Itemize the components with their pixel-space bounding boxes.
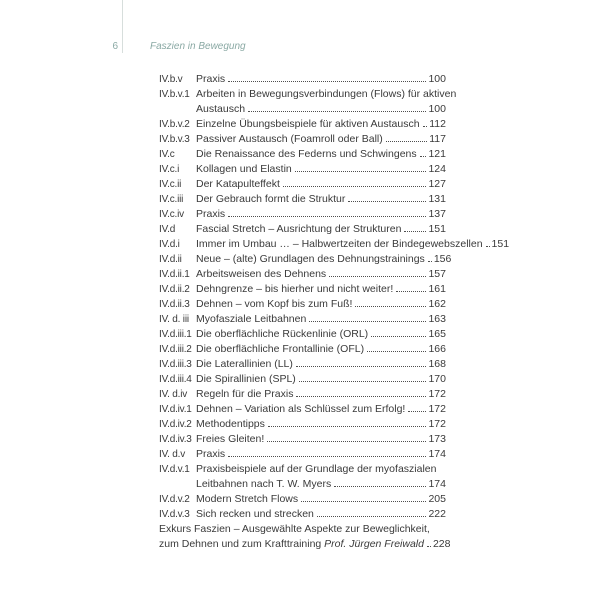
toc-entry-title: Der Katapulteffekt [196, 178, 280, 190]
toc-entry-code: IV.d.iv.1 [159, 404, 192, 415]
toc-entry-author: Prof. Jürgen Freiwald [324, 538, 424, 550]
toc-entry-code: IV.d.ii.2 [159, 284, 190, 295]
toc-row [159, 520, 446, 535]
toc-entry-title: Leitbahnen nach T. W. Myers [196, 478, 332, 490]
toc-entry-page-number: 117 [429, 133, 446, 145]
toc-row [159, 355, 446, 370]
toc-entry-page-number: 165 [428, 328, 446, 340]
dot-leader [428, 261, 432, 262]
toc-row [159, 370, 446, 385]
toc-row [159, 415, 446, 430]
dot-leader [329, 276, 426, 277]
toc-entry-code: IV.d.iii.1 [159, 329, 192, 340]
toc-entry-code: IV.d.ii [159, 254, 182, 265]
toc-row [159, 175, 446, 190]
toc-entry-code: IV.d.iv.2 [159, 419, 192, 430]
toc-entry-title: Regeln für die Praxis [196, 388, 294, 400]
toc-entry-code: IV.c.ii [159, 179, 182, 190]
toc-entry-page-number: 168 [428, 358, 446, 370]
toc-entry-code: IV.d.v.3 [159, 509, 190, 520]
toc-entry-title: Praxis [196, 448, 226, 460]
toc-entry-title: Einzelne Übungsbeispiele für aktiven Austausch [196, 118, 420, 130]
toc-entry-code: IV. d.v [159, 449, 186, 460]
toc-entry-title: Arbeitsweisen des Dehnens [196, 268, 327, 280]
toc-entry-code: IV.d.ii.1 [159, 269, 190, 280]
toc-entry-title: Die oberflächliche Frontallinie (OFL) [196, 343, 365, 355]
toc-entry-page-number: 162 [428, 298, 446, 310]
toc-entry-page-number: 174 [428, 448, 446, 460]
toc-entry-code: IV.b.v.2 [159, 119, 190, 130]
toc-entry-page-number: 157 [428, 268, 446, 280]
dot-leader [228, 216, 426, 217]
toc-entry-title: Methodentipps [196, 418, 265, 430]
toc-entry-title: Exkurs Faszien – Ausgewählte Aspekte zur Beweglichkeit, [159, 523, 430, 535]
toc-row [159, 325, 446, 340]
dot-leader [355, 306, 426, 307]
toc-entry-code: IV.b.v.3 [159, 134, 190, 145]
toc-entry-page-number: 170 [428, 373, 446, 385]
toc-row [159, 235, 510, 250]
toc-row [159, 160, 446, 175]
toc-entry-code: IV.b.v [159, 74, 183, 85]
dot-leader [296, 366, 427, 367]
dot-leader [295, 171, 427, 172]
toc-entry-title: Sich recken und strecken [196, 508, 314, 520]
dot-leader [317, 516, 427, 517]
toc-entry-title: Praxis [196, 73, 226, 85]
toc-row [159, 445, 446, 460]
dot-leader [299, 381, 427, 382]
dot-leader [423, 126, 428, 127]
toc-entry-page-number: 124 [428, 163, 446, 175]
toc-entry-page-number: 137 [428, 208, 446, 220]
toc-entry-code: IV.d.iv.3 [159, 434, 192, 445]
toc-entry-page-number: 166 [428, 343, 446, 355]
toc-entry-code: IV.d.v.1 [159, 464, 190, 475]
toc-row [159, 70, 446, 85]
dot-leader [404, 231, 426, 232]
toc-row [159, 385, 446, 400]
toc-row [159, 130, 446, 145]
toc-entry-code: IV. d. iii [159, 314, 189, 325]
toc-row [159, 460, 446, 475]
toc-row [159, 115, 446, 130]
toc-entry-title: zum Dehnen und zum Krafttraining Prof. Jürgen Freiwald [159, 538, 424, 550]
toc-row [159, 400, 446, 415]
toc-entry-page-number: 172 [428, 388, 446, 400]
toc-entry-code: IV.b.v.1 [159, 89, 190, 100]
folio-page-number: 6 [112, 41, 118, 52]
toc-entry-code: IV.c [159, 149, 175, 160]
dot-leader [427, 546, 431, 547]
dot-leader [386, 141, 428, 142]
toc-entry-page-number: 131 [428, 193, 446, 205]
toc-entry-code: IV. d.iv [159, 389, 188, 400]
toc-row [159, 280, 446, 295]
toc-entry-page-number: 161 [428, 283, 446, 295]
toc-entry-title: Immer im Umbau … – Halbwertzeiten der Bindegewebszellen [196, 238, 483, 250]
toc-row [159, 100, 446, 115]
toc-entry-title: Dehnen – vom Kopf bis zum Fuß! [196, 298, 353, 310]
dot-leader [228, 456, 426, 457]
toc-row [159, 250, 452, 265]
toc-entry-page-number: 112 [429, 118, 446, 130]
dot-leader [348, 201, 426, 202]
toc-entry-page-number: 100 [428, 73, 446, 85]
toc-entry-title: Passiver Austausch (Foamroll oder Ball) [196, 133, 383, 145]
header-rule [122, 0, 123, 53]
toc-entry-code: IV.d.i [159, 239, 180, 250]
toc-entry-title: Kollagen und Elastin [196, 163, 292, 175]
toc-entry-title: Freies Gleiten! [196, 433, 265, 445]
toc-entry-page-number: 174 [428, 478, 446, 490]
toc-row [159, 205, 446, 220]
toc-entry-code: IV.d.ii.3 [159, 299, 190, 310]
toc-row [159, 220, 446, 235]
dot-leader [301, 501, 426, 502]
toc-entry-page-number: 205 [428, 493, 446, 505]
dot-leader [367, 351, 426, 352]
toc-entry-title: Dehngrenze – bis hierher und nicht weiter! [196, 283, 394, 295]
toc-entry-title: Praxisbeispiele auf der Grundlage der myofaszialen [196, 463, 437, 475]
toc-entry-page-number: 151 [491, 238, 510, 250]
toc-entry-page-number: 228 [432, 538, 451, 550]
toc-entry-page-number: 156 [433, 253, 452, 265]
dot-leader [283, 186, 427, 187]
dot-leader [228, 81, 426, 82]
toc-row [159, 340, 446, 355]
dot-leader [408, 411, 426, 412]
toc-row [159, 190, 446, 205]
toc-row [159, 85, 457, 100]
dot-leader [268, 426, 427, 427]
toc-row [159, 475, 446, 490]
toc-entry-page-number: 163 [428, 313, 446, 325]
toc-entry-code: IV.d.iii.2 [159, 344, 192, 355]
dot-leader [248, 111, 426, 112]
toc-entry-page-number: 121 [428, 148, 446, 160]
dot-leader [296, 396, 426, 397]
toc-entry-page-number: 222 [428, 508, 446, 520]
toc-row [159, 145, 446, 160]
toc-entry-code: IV.d.iii.4 [159, 374, 192, 385]
toc-entry-code: IV.d [159, 224, 176, 235]
dot-leader [486, 246, 490, 247]
toc-entry-page-number: 151 [428, 223, 446, 235]
toc-entry-title: Arbeiten in Bewegungsverbindungen (Flows) für aktiven [196, 88, 457, 100]
toc-entry-title: Fascial Stretch – Ausrichtung der Strukturen [196, 223, 402, 235]
toc-entry-page-number: 127 [428, 178, 446, 190]
dot-leader [420, 156, 427, 157]
toc-entry-title: Modern Stretch Flows [196, 493, 299, 505]
dot-leader [309, 321, 426, 322]
toc-entry-title: Die oberflächliche Rückenlinie (ORL) [196, 328, 369, 340]
toc-row [159, 310, 446, 325]
toc-row [159, 490, 446, 505]
toc-entry-page-number: 100 [428, 103, 446, 115]
toc-entry-title: Dehnen – Variation als Schlüssel zum Erfolg! [196, 403, 406, 415]
dot-leader [396, 291, 426, 292]
dot-leader [267, 441, 426, 442]
toc-entry-title: Myofasziale Leitbahnen [196, 313, 307, 325]
book-title: Faszien in Bewegung [150, 41, 246, 52]
toc-row [159, 430, 446, 445]
toc-entry-title: Die Spirallinien (SPL) [196, 373, 296, 385]
toc-entry-title: Die Renaissance des Federns und Schwingens [196, 148, 417, 160]
toc-entry-code: IV.c.i [159, 164, 180, 175]
toc-entry-code: IV.c.iv [159, 209, 184, 220]
toc-entry-title: Praxis [196, 208, 226, 220]
toc-row [159, 535, 451, 550]
toc-entry-page-number: 173 [428, 433, 446, 445]
dot-leader [371, 336, 426, 337]
toc-entry-title: Die Laterallinien (LL) [196, 358, 293, 370]
toc-entry-title: Austausch [196, 103, 246, 115]
toc-entry-code: IV.d.iii.3 [159, 359, 192, 370]
toc-row [159, 505, 446, 520]
toc-entry-page-number: 172 [428, 418, 446, 430]
toc-row [159, 295, 446, 310]
toc-entry-title: Der Gebrauch formt die Struktur [196, 193, 346, 205]
toc-row [159, 265, 446, 280]
table-of-contents [159, 70, 510, 550]
dot-leader [334, 486, 426, 487]
toc-entry-code: IV.d.v.2 [159, 494, 190, 505]
toc-entry-code: IV.c.iii [159, 194, 184, 205]
toc-entry-title: Neue – (alte) Grundlagen des Dehnungstrainings [196, 253, 425, 265]
toc-entry-page-number: 172 [428, 403, 446, 415]
